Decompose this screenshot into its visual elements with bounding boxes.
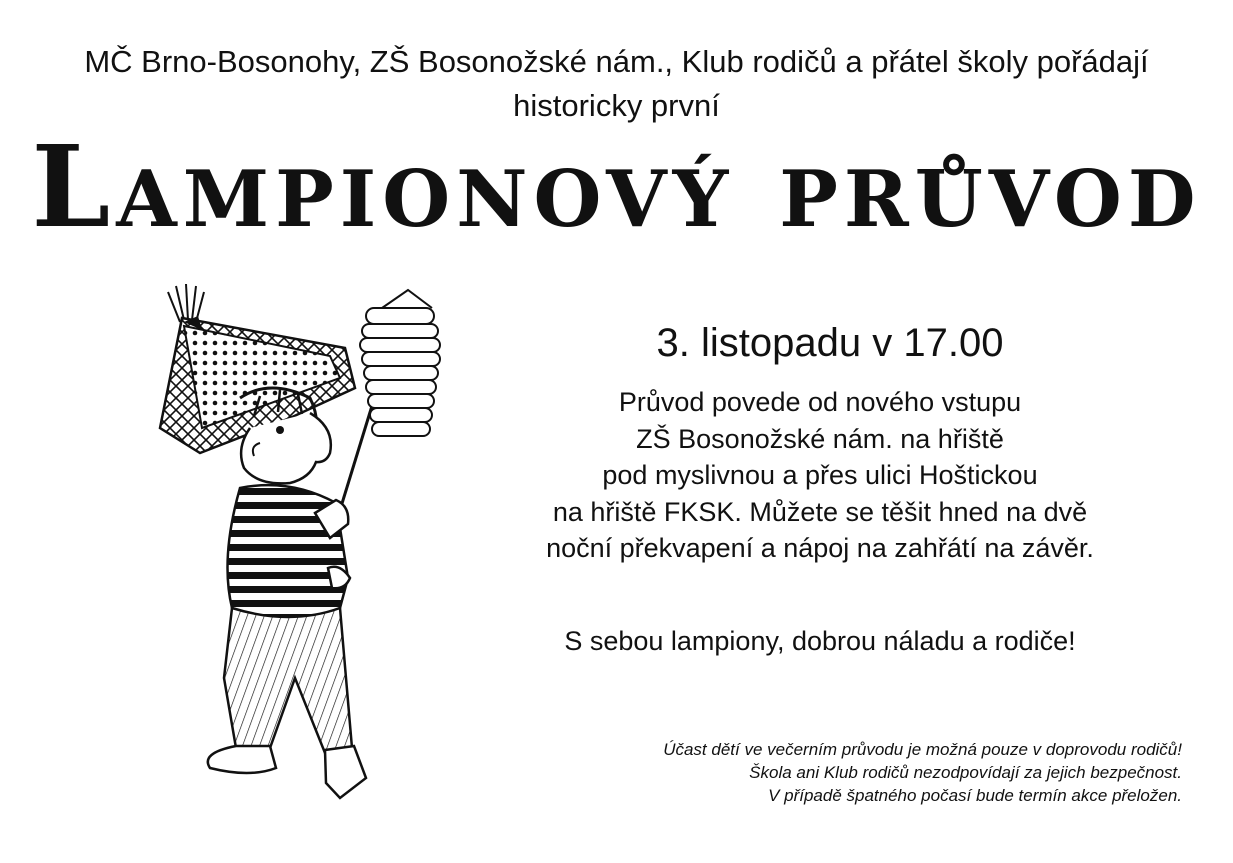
description-line: noční překvapení a nápoj na zahřátí na závěr. <box>546 533 1094 563</box>
disclaimer-line: Účast dětí ve večerním průvodu je možná pouze v doprovodu rodičů! <box>663 740 1182 759</box>
header-line-1: MČ Brno-Bosonohy, ZŠ Bosonožské nám., Klub rodičů a přátel školy pořádají <box>84 44 1149 79</box>
disclaimer-line: V případě špatného počasí bude termín akce přeložen. <box>768 786 1182 805</box>
child-with-lantern-icon <box>140 278 460 818</box>
disclaimer <box>470 738 1182 807</box>
event-description <box>470 384 1170 567</box>
header-line-2: historicky první <box>513 88 720 123</box>
closing-line: S sebou lampiony, dobrou náladu a rodiče! <box>564 626 1076 656</box>
event-date: 3. listopadu v 17.00 <box>656 321 1004 365</box>
description-line: na hřiště FKSK. Můžete se těšit hned na dvě <box>552 496 1088 527</box>
description-line: ZŠ Bosonožské nám. na hřiště <box>636 423 1004 454</box>
header <box>0 40 1233 128</box>
disclaimer-line: Škola ani Klub rodičů nezodpovídají za jejich bezpečnost. <box>749 763 1182 782</box>
description-line: pod myslivnou a přes ulici Hoštickou <box>602 460 1038 490</box>
description-line: Průvod povede od nového vstupu <box>618 387 1022 417</box>
event-title: Lampionový průvod <box>31 122 1202 253</box>
